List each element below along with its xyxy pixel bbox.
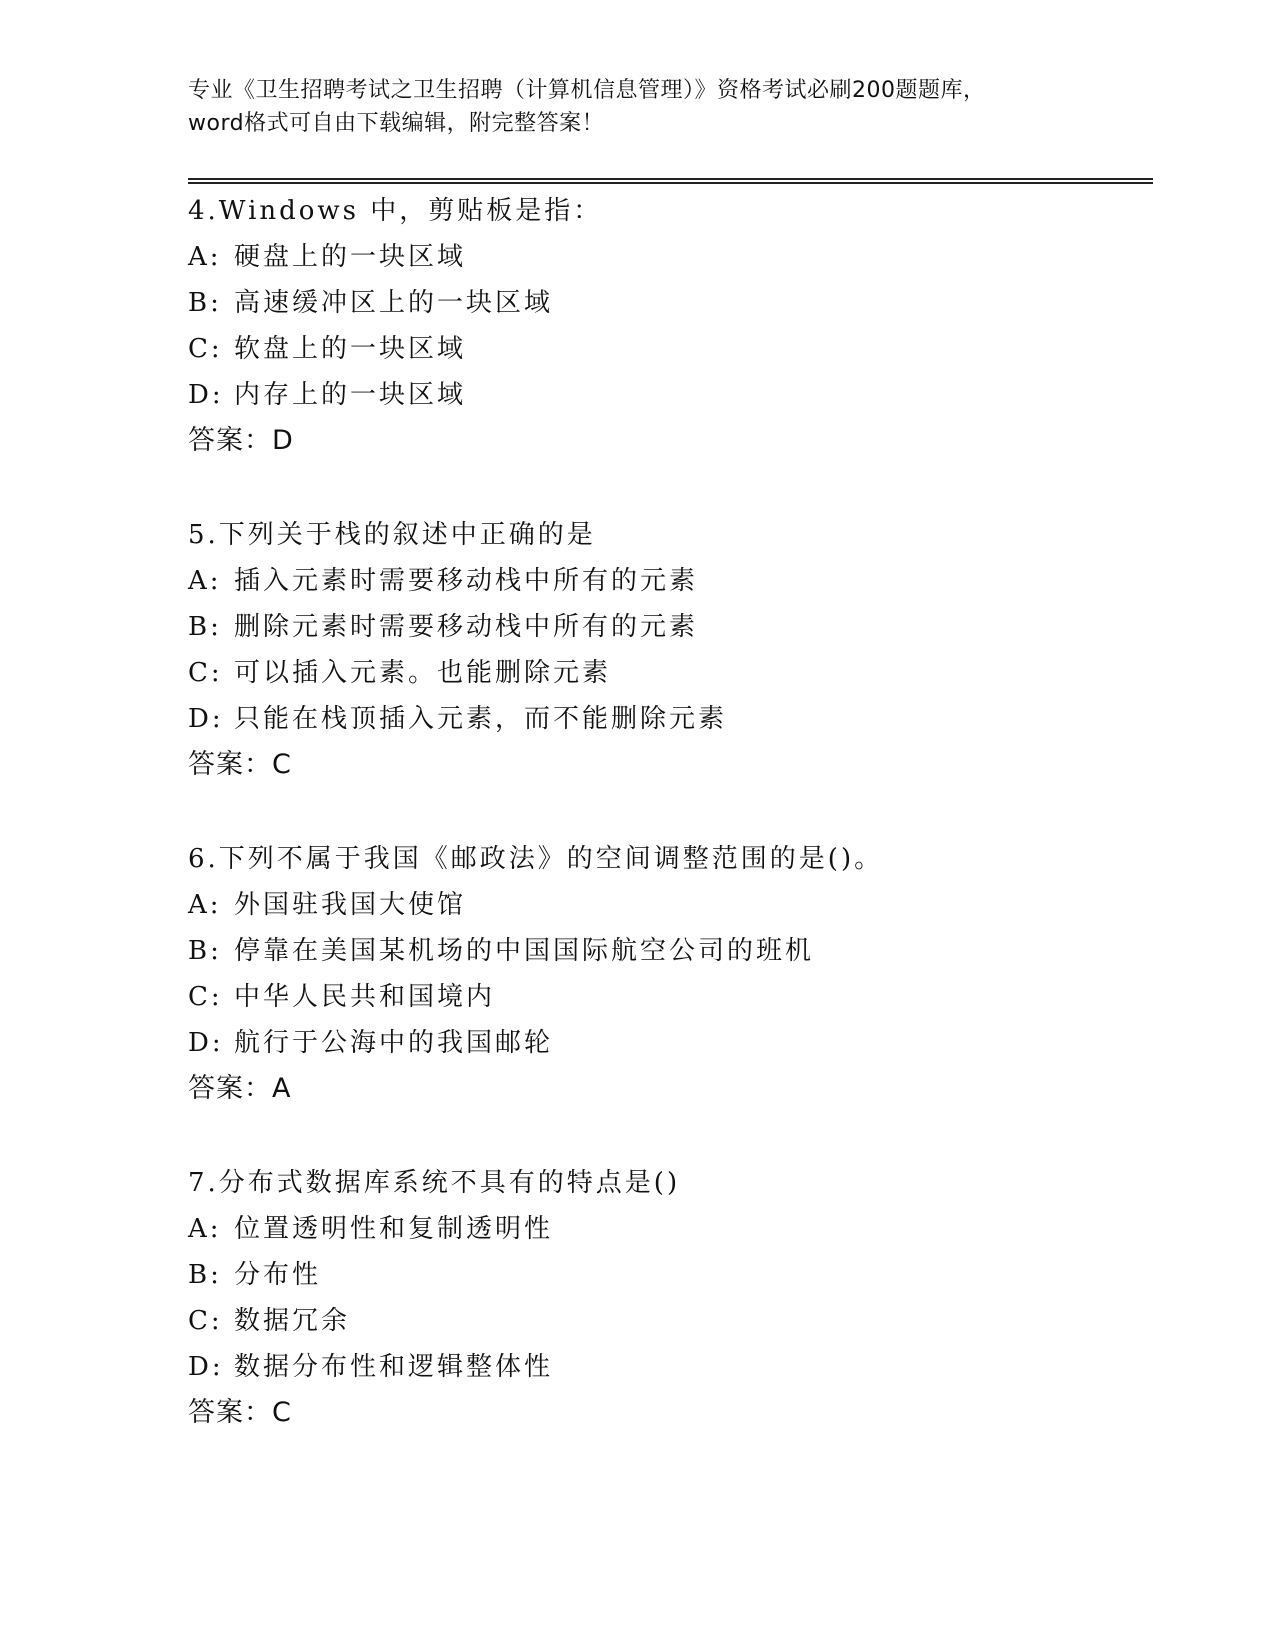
option-a (188, 1206, 1148, 1252)
option-b (188, 928, 1148, 974)
option-text: 只能在栈顶插入元素，而不能删除元素 (234, 704, 728, 734)
question-6 (188, 836, 1148, 1112)
option-c (188, 974, 1148, 1020)
header-line-1: 专业《卫生招聘考试之卫生招聘（计算机信息管理）》资格考试必刷200题题库， (188, 78, 986, 103)
option-letter: D: (188, 1028, 224, 1058)
option-letter: D: (188, 1352, 224, 1382)
option-text: 中华人民共和国境内 (234, 982, 496, 1012)
option-letter: D: (188, 704, 224, 734)
option-text: 停靠在美国某机场的中国国际航空公司的班机 (234, 936, 815, 966)
option-text: 硬盘上的一块区域 (234, 242, 467, 272)
option-c (188, 650, 1148, 696)
question-stem: 7.分布式数据库系统不具有的特点是() (188, 1168, 681, 1198)
option-text: 软盘上的一块区域 (234, 334, 467, 364)
option-a (188, 882, 1148, 928)
answer-label: 答案：A (188, 1073, 292, 1104)
option-d (188, 372, 1148, 418)
question-stem: 4.Windows 中，剪贴板是指： (188, 196, 603, 226)
option-text: 数据分布性和逻辑整体性 (234, 1352, 554, 1382)
option-text: 可以插入元素。也能删除元素 (234, 658, 612, 688)
option-letter: B: (188, 612, 222, 642)
option-a (188, 234, 1148, 280)
question-7 (188, 1160, 1148, 1436)
option-letter: A: (188, 566, 222, 596)
option-text: 分布性 (234, 1260, 322, 1290)
answer-label: 答案：C (188, 749, 292, 780)
option-letter: C: (188, 982, 223, 1012)
option-text: 航行于公海中的我国邮轮 (234, 1028, 554, 1058)
option-d (188, 696, 1148, 742)
option-letter: C: (188, 1306, 223, 1336)
option-b (188, 604, 1148, 650)
answer-label: 答案：D (188, 425, 294, 456)
option-b (188, 280, 1148, 326)
option-text: 位置透明性和复制透明性 (234, 1214, 554, 1244)
document-header (188, 74, 1088, 140)
option-c (188, 326, 1148, 372)
header-divider (188, 178, 1153, 184)
question-list (188, 188, 1148, 1484)
option-text: 内存上的一块区域 (234, 380, 467, 410)
question-5 (188, 512, 1148, 788)
question-4 (188, 188, 1148, 464)
option-letter: B: (188, 936, 222, 966)
option-letter: C: (188, 658, 223, 688)
option-letter: B: (188, 288, 222, 318)
header-line-2: word格式可自由下载编辑，附完整答案！ (188, 111, 605, 136)
option-letter: D: (188, 380, 224, 410)
option-d (188, 1344, 1148, 1390)
option-letter: A: (188, 242, 222, 272)
option-text: 外国驻我国大使馆 (234, 890, 467, 920)
option-c (188, 1298, 1148, 1344)
option-letter: A: (188, 1214, 222, 1244)
option-text: 高速缓冲区上的一块区域 (234, 288, 554, 318)
option-text: 数据冗余 (234, 1306, 351, 1336)
option-d (188, 1020, 1148, 1066)
option-text: 删除元素时需要移动栈中所有的元素 (234, 612, 699, 642)
option-a (188, 558, 1148, 604)
option-letter: B: (188, 1260, 222, 1290)
option-text: 插入元素时需要移动栈中所有的元素 (234, 566, 699, 596)
question-stem: 5.下列关于栈的叙述中正确的是 (188, 520, 596, 550)
option-letter: A: (188, 890, 222, 920)
answer-label: 答案：C (188, 1397, 292, 1428)
option-letter: C: (188, 334, 223, 364)
question-stem: 6.下列不属于我国《邮政法》的空间调整范围的是()。 (188, 844, 884, 874)
option-b (188, 1252, 1148, 1298)
